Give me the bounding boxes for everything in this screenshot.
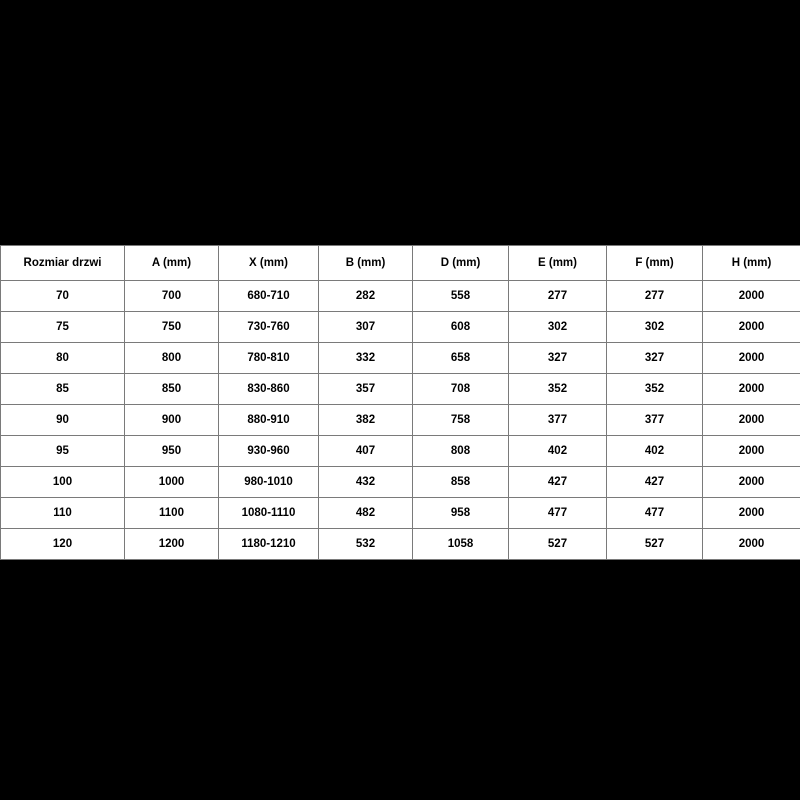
- cell-size: 110: [1, 498, 125, 529]
- cell-x: 930-960: [219, 436, 319, 467]
- cell-d: 1058: [413, 529, 509, 560]
- cell-e: 377: [509, 405, 607, 436]
- cell-x: 980-1010: [219, 467, 319, 498]
- table-row: [1, 467, 800, 498]
- door-size-spec-table: [0, 245, 800, 560]
- cell-f: 277: [607, 281, 703, 312]
- table-row: [1, 405, 800, 436]
- cell-f: 527: [607, 529, 703, 560]
- cell-e: 527: [509, 529, 607, 560]
- cell-size: 95: [1, 436, 125, 467]
- cell-f: 352: [607, 374, 703, 405]
- cell-e: 277: [509, 281, 607, 312]
- cell-size: 80: [1, 343, 125, 374]
- table-row: [1, 436, 800, 467]
- cell-size: 100: [1, 467, 125, 498]
- cell-b: 432: [319, 467, 413, 498]
- cell-d: 958: [413, 498, 509, 529]
- spec-table-container: [0, 245, 800, 560]
- column-header-a: A (mm): [125, 246, 219, 281]
- cell-b: 382: [319, 405, 413, 436]
- table-row: [1, 529, 800, 560]
- cell-x: 830-860: [219, 374, 319, 405]
- cell-a: 850: [125, 374, 219, 405]
- cell-size: 70: [1, 281, 125, 312]
- cell-a: 800: [125, 343, 219, 374]
- cell-e: 352: [509, 374, 607, 405]
- column-header-e: E (mm): [509, 246, 607, 281]
- cell-d: 658: [413, 343, 509, 374]
- table-body: [1, 281, 800, 560]
- cell-h: 2000: [703, 436, 800, 467]
- cell-b: 482: [319, 498, 413, 529]
- cell-h: 2000: [703, 281, 800, 312]
- cell-f: 327: [607, 343, 703, 374]
- cell-x: 1180-1210: [219, 529, 319, 560]
- cell-size: 90: [1, 405, 125, 436]
- table-row: [1, 498, 800, 529]
- cell-a: 750: [125, 312, 219, 343]
- column-header-d: D (mm): [413, 246, 509, 281]
- cell-h: 2000: [703, 374, 800, 405]
- cell-h: 2000: [703, 498, 800, 529]
- table-row: [1, 374, 800, 405]
- cell-h: 2000: [703, 467, 800, 498]
- cell-e: 477: [509, 498, 607, 529]
- column-header-x: X (mm): [219, 246, 319, 281]
- cell-d: 858: [413, 467, 509, 498]
- cell-a: 1200: [125, 529, 219, 560]
- cell-b: 407: [319, 436, 413, 467]
- column-header-f: F (mm): [607, 246, 703, 281]
- cell-x: 780-810: [219, 343, 319, 374]
- column-header-rozmiar-drzwi: Rozmiar drzwi: [1, 246, 125, 281]
- cell-f: 302: [607, 312, 703, 343]
- cell-e: 402: [509, 436, 607, 467]
- cell-size: 85: [1, 374, 125, 405]
- cell-b: 307: [319, 312, 413, 343]
- cell-b: 282: [319, 281, 413, 312]
- column-header-h: H (mm): [703, 246, 800, 281]
- cell-f: 377: [607, 405, 703, 436]
- cell-h: 2000: [703, 343, 800, 374]
- cell-a: 950: [125, 436, 219, 467]
- cell-d: 708: [413, 374, 509, 405]
- table-header-row: [1, 246, 800, 281]
- cell-x: 680-710: [219, 281, 319, 312]
- table-header: [1, 246, 800, 281]
- table-row: [1, 281, 800, 312]
- cell-b: 532: [319, 529, 413, 560]
- cell-d: 608: [413, 312, 509, 343]
- table-row: [1, 312, 800, 343]
- cell-b: 357: [319, 374, 413, 405]
- cell-d: 808: [413, 436, 509, 467]
- cell-size: 120: [1, 529, 125, 560]
- cell-a: 900: [125, 405, 219, 436]
- cell-d: 558: [413, 281, 509, 312]
- cell-a: 700: [125, 281, 219, 312]
- cell-x: 1080-1110: [219, 498, 319, 529]
- cell-d: 758: [413, 405, 509, 436]
- cell-x: 730-760: [219, 312, 319, 343]
- cell-h: 2000: [703, 405, 800, 436]
- cell-size: 75: [1, 312, 125, 343]
- cell-b: 332: [319, 343, 413, 374]
- cell-f: 477: [607, 498, 703, 529]
- cell-f: 402: [607, 436, 703, 467]
- cell-e: 302: [509, 312, 607, 343]
- cell-e: 327: [509, 343, 607, 374]
- cell-a: 1000: [125, 467, 219, 498]
- cell-f: 427: [607, 467, 703, 498]
- cell-x: 880-910: [219, 405, 319, 436]
- table-row: [1, 343, 800, 374]
- cell-e: 427: [509, 467, 607, 498]
- column-header-b: B (mm): [319, 246, 413, 281]
- cell-a: 1100: [125, 498, 219, 529]
- cell-h: 2000: [703, 529, 800, 560]
- cell-h: 2000: [703, 312, 800, 343]
